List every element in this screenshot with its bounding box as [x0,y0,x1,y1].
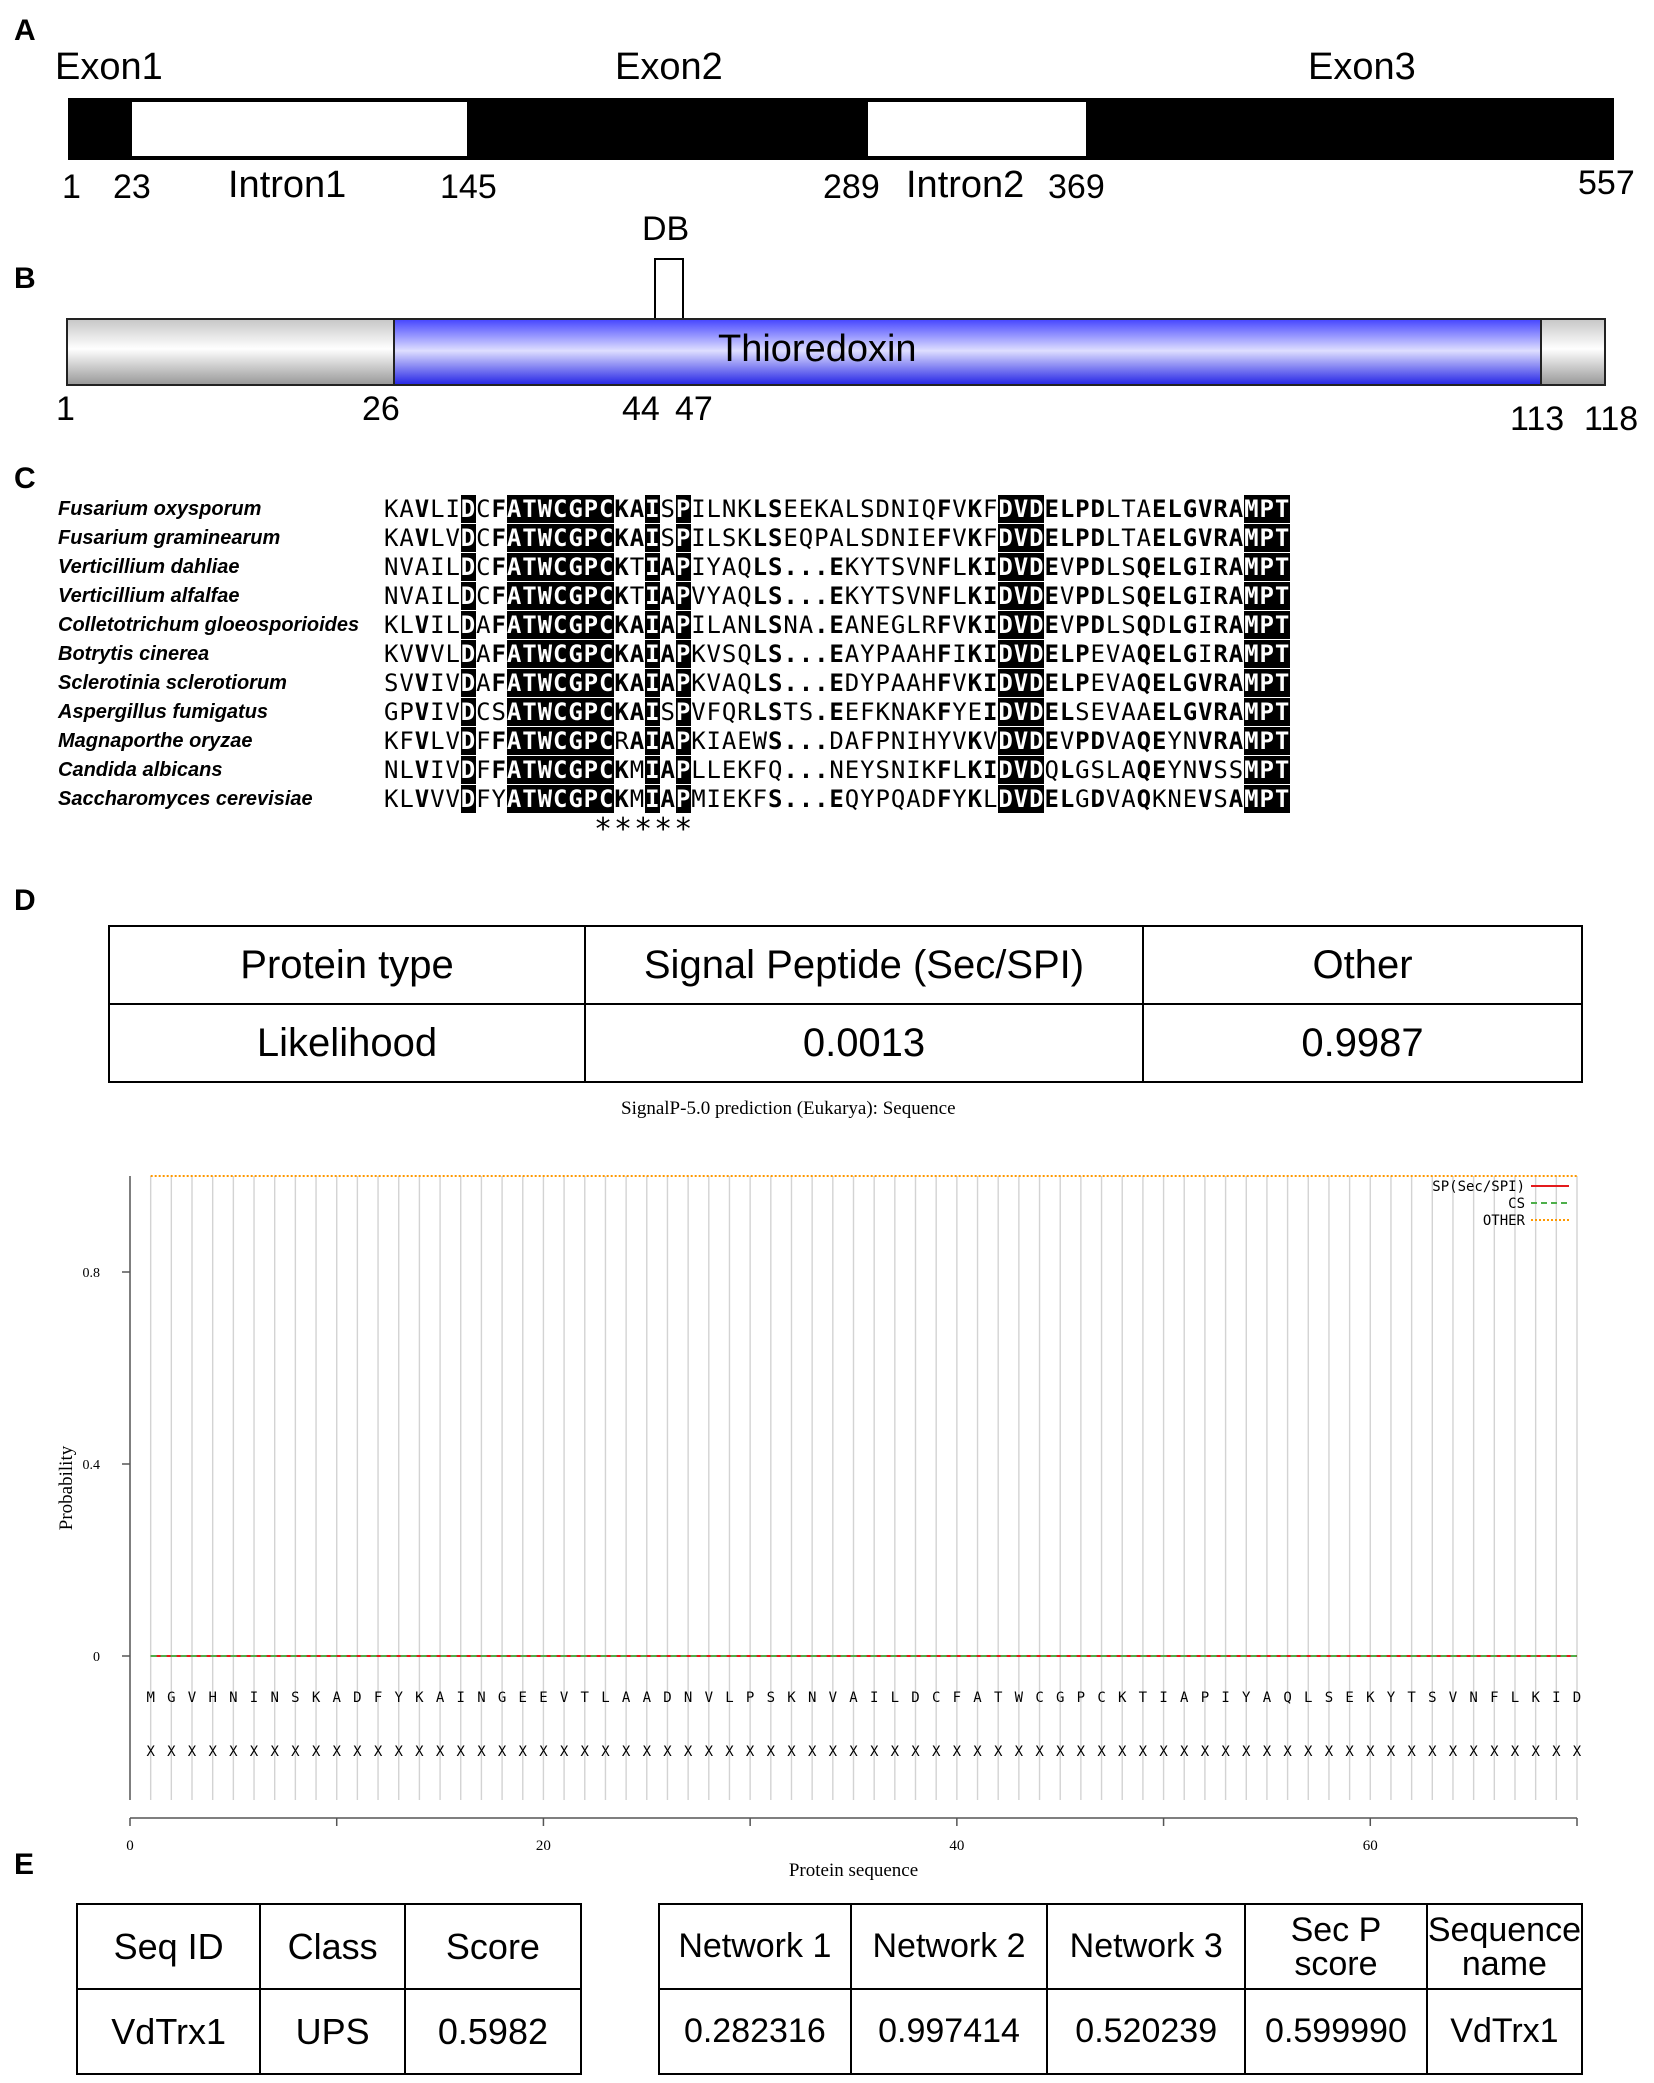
header-score: Score [405,1904,581,1989]
value-secp-score: 0.599990 [1245,1989,1427,2074]
header-class: Class [260,1904,405,1989]
sequence-residue: C [931,1690,941,1706]
sequence-residue: A [435,1690,445,1706]
cleavage-mark: X [1097,1744,1106,1760]
sequence-residue: S [1324,1690,1334,1706]
sequence-residue: L [1304,1690,1313,1706]
cleavage-mark: X [435,1744,445,1760]
legend-label: SP(Sec/SPI) [1432,1179,1525,1195]
cleavage-mark: X [1552,1744,1561,1760]
sequence-residue: I [249,1690,259,1706]
alignment-species-name: Candida albicans [58,759,223,781]
sequence-residue: N [270,1690,279,1706]
intron2-label: Intron2 [906,164,1025,206]
gene-pos-145: 145 [440,168,497,206]
alignment-species-name: Aspergillus fumigatus [58,701,269,723]
thioredoxin-domain [393,318,1543,386]
cleavage-mark: X [849,1744,858,1760]
cleavage-mark: X [1428,1744,1437,1760]
cleavage-mark: X [766,1744,776,1760]
header-network-1: Network 1 [659,1904,851,1989]
prot-pos-47: 47 [675,390,713,428]
sequence-residue: K [311,1690,321,1706]
y-tick-label: 0.4 [82,1458,100,1473]
exon1-label: Exon1 [55,46,163,88]
cleavage-mark: X [725,1744,734,1760]
y-tick-label: 0.8 [82,1266,100,1281]
sequence-residue: V [1448,1690,1458,1706]
cleavage-mark: X [270,1744,279,1760]
sequence-residue: C [1097,1690,1106,1706]
intron1-label: Intron1 [228,164,347,206]
secretomep-network-table [658,1903,1583,2075]
sequence-residue: H [208,1690,217,1706]
panel-label-d: D [14,884,36,917]
sequence-residue: S [766,1690,776,1706]
cleavage-mark: X [704,1744,714,1760]
panel-label-e: E [14,1848,35,1881]
x-tick-label: 20 [535,1838,551,1854]
cleavage-mark: X [394,1744,403,1760]
sequence-residue: V [828,1690,838,1706]
cleavage-mark: X [1531,1744,1540,1760]
value-other: 0.9987 [1143,1004,1582,1082]
disulfide-bond-box [654,258,684,322]
cleavage-mark: X [1304,1744,1313,1760]
alignment-sequence: KLVILDAFATWCGPCKAIAPILANLSNA.EANEGLRFVKIDVDEVPDLSQDLGIRAMPT [384,611,1291,639]
cleavage-mark: X [828,1744,838,1760]
alignment-species-name: Fusarium oxysporum [58,498,262,520]
sequence-residue: S [291,1690,300,1706]
cleavage-mark: X [1262,1744,1272,1760]
cleavage-mark: X [353,1744,362,1760]
sequence-residue: K [1366,1690,1375,1706]
cleavage-mark: X [539,1744,548,1760]
cleavage-mark: X [1510,1744,1520,1760]
cleavage-mark: X [1407,1744,1416,1760]
plot-title: SignalP-5.0 prediction (Eukarya): Sequence [621,1098,956,1119]
sequence-residue: M [146,1690,155,1706]
value-score: 0.5982 [405,1989,581,2074]
value-signal-peptide: 0.0013 [585,1004,1143,1082]
alignment-sequence: KAVLVDCFATWCGPCKAISPILSKLSEQPALSDNIEFVKFDVDELPDLTAELGVRAMPT [384,524,1291,552]
panel-label-a: A [14,14,36,47]
cleavage-mark: X [477,1744,486,1760]
prot-pos-113: 113 [1510,400,1565,438]
x-tick-label: 40 [949,1838,965,1854]
sequence-residue: I [1221,1690,1230,1706]
alignment-sequence: NVAILDCFATWCGPCKTIAPIYAQLS...EKYTSVNFLKIDVDEVPDLSQELGIRAMPT [384,553,1291,581]
panel-label-c: C [14,462,36,495]
sequence-residue: V [559,1690,569,1706]
sequence-residue: D [911,1690,920,1706]
cleavage-mark: X [1055,1744,1065,1760]
cleavage-mark: X [993,1744,1003,1760]
sequence-residue: L [725,1690,734,1706]
cleavage-mark: X [1366,1744,1375,1760]
alignment-species-name: Saccharomyces cerevisiae [58,788,313,810]
cleavage-mark: X [1490,1744,1499,1760]
legend-label: OTHER [1482,1213,1525,1229]
cleavage-mark: X [931,1744,941,1760]
disulfide-bond-label: DB [642,210,690,248]
cleavage-mark: X [311,1744,321,1760]
cleavage-mark: X [807,1744,817,1760]
sequence-residue: N [477,1690,486,1706]
cleavage-mark: X [787,1744,796,1760]
sequence-residue: A [621,1690,631,1706]
sequence-residue: W [1014,1690,1024,1706]
header-signal-peptide: Signal Peptide (Sec/SPI) [585,926,1143,1004]
cleavage-mark: X [869,1744,879,1760]
header-protein-type: Protein type [109,926,585,1004]
intron2-box [868,102,1086,156]
cleavage-mark: X [642,1744,652,1760]
gene-pos-289: 289 [823,168,880,206]
cleavage-mark: X [1324,1744,1334,1760]
cleavage-mark: X [497,1744,507,1760]
alignment-sequence: KFVLVDFFATWCGPCRAIAPKIAEWS...DAFPNIHYVKVDVDEVPDVAQEYNVRAMPT [384,727,1291,755]
sequence-residue: F [373,1690,383,1706]
x-axis-label: Protein sequence [788,1860,919,1881]
sequence-residue: N [683,1690,693,1706]
value-seq-id: VdTrx1 [77,1989,260,2074]
prot-pos-26: 26 [362,390,400,428]
cleavage-mark: X [559,1744,569,1760]
sequence-residue: C [1035,1690,1044,1706]
cleavage-mark: X [1221,1744,1230,1760]
value-network-2: 0.997414 [851,1989,1048,2074]
sequence-residue: G [497,1690,507,1706]
sequence-residue: T [1138,1690,1148,1706]
sequence-residue: P [1076,1690,1086,1706]
signalp-plot [0,1140,1654,1881]
cleavage-mark: X [415,1744,424,1760]
alignment-species-name: Sclerotinia sclerotiorum [58,672,287,694]
cleavage-mark: X [621,1744,631,1760]
sequence-residue: I [456,1690,465,1706]
cleavage-mark: X [890,1744,900,1760]
header-secp-score: Sec P score [1245,1904,1427,1989]
sequence-residue: F [952,1690,962,1706]
protein-nterm-region [66,318,396,386]
sequence-residue: A [332,1690,341,1706]
cleavage-mark: X [1118,1744,1127,1760]
cleavage-mark: X [187,1744,197,1760]
alignment-sequence: NVAILDCFATWCGPCKTIAPVYAQLS...EKYTSVNFLKIDVDEVPDLSQELGIRAMPT [384,582,1291,610]
sequence-residue: N [1469,1690,1478,1706]
cleavage-mark: X [518,1744,527,1760]
cleavage-mark: X [1180,1744,1189,1760]
intron1-box [132,102,467,156]
prot-pos-118: 118 [1584,400,1639,438]
value-class: UPS [260,1989,405,2074]
sequence-residue: T [993,1690,1003,1706]
cleavage-mark: X [1448,1744,1458,1760]
alignment-species-name: Verticillium dahliae [58,556,240,578]
sequence-residue: E [539,1690,548,1706]
gene-pos-369: 369 [1048,168,1105,206]
alignment-sequence: KAVLIDCFATWCGPCKAISPILNKLSEEKALSDNIQFVKFDVDELPDLTAELGVRAMPT [384,495,1291,523]
secretome-table [76,1903,582,2075]
sequence-residue: A [1262,1690,1272,1706]
cleavage-mark: X [456,1744,465,1760]
sequence-residue: E [1345,1690,1354,1706]
sequence-residue: D [1572,1690,1582,1706]
sequence-residue: A [973,1690,982,1706]
alignment-sequence: KLVVVDFYATWCGPCKMIAPMIEKFS...EQYPQADFYKLDVDELGDVAQKNEVSAMPT [384,785,1291,813]
cleavage-mark: X [373,1744,383,1760]
alignment-sequence: SVVIVDAFATWCGPCKAIAPKVAQLS...EDYPAAHFVKIDVDELPEVAQELGVRAMPT [384,669,1291,697]
cleavage-mark: X [167,1744,176,1760]
alignment-species-name: Colletotrichum gloeosporioides [58,614,360,636]
sequence-residue: I [1159,1690,1168,1706]
prot-pos-1: 1 [56,390,75,428]
cleavage-mark: X [1469,1744,1478,1760]
gene-pos-557: 557 [1578,164,1635,202]
sequence-residue: L [601,1690,610,1706]
sequence-residue: N [807,1690,817,1706]
alignment-sequence: GPVIVDCSATWCGPCKAISPVFQRLSTS.EEFKNAKFYEIDVDELSEVAAELGVRAMPT [384,698,1291,726]
sequence-residue: Y [1242,1690,1251,1706]
cleavage-mark: X [1159,1744,1168,1760]
cleavage-mark: X [208,1744,217,1760]
cleavage-mark: X [291,1744,300,1760]
sequence-residue: A [849,1690,858,1706]
alignment-species-name: Fusarium graminearum [58,527,281,549]
x-tick-label: 60 [1362,1838,1378,1854]
sequence-residue: P [1200,1690,1210,1706]
sequence-residue: K [787,1690,796,1706]
header-network-2: Network 2 [851,1904,1048,1989]
sequence-residue: I [869,1690,879,1706]
cleavage-mark: X [1138,1744,1148,1760]
cleavage-mark: X [973,1744,982,1760]
sequence-residue: K [415,1690,424,1706]
sequence-residue: E [518,1690,527,1706]
exon2-label: Exon2 [615,46,723,88]
sequence-residue: V [704,1690,714,1706]
sequence-residue: K [1118,1690,1127,1706]
cleavage-mark: X [952,1744,962,1760]
header-sequence-name: Sequence name [1427,1904,1582,1989]
alignment-sequence: KVVVLDAFATWCGPCKAIAPKVSQLS...EAYPAAHFIKIDVDELPEVAQELGIRAMPT [384,640,1291,668]
exon3-label: Exon3 [1308,46,1416,88]
sequence-residue: T [1407,1690,1416,1706]
sequence-residue: Q [1283,1690,1292,1706]
sequence-residue: S [1428,1690,1437,1706]
value-network-1: 0.282316 [659,1989,851,2074]
sequence-residue: D [353,1690,362,1706]
cleavage-mark: X [1572,1744,1582,1760]
cleavage-mark: X [1283,1744,1292,1760]
legend-label: CS [1508,1196,1525,1212]
y-axis-label: Probability [56,1445,77,1531]
header-other: Other [1143,926,1582,1004]
cleavage-mark: X [146,1744,155,1760]
sequence-residue: P [745,1690,755,1706]
cleavage-mark: X [1035,1744,1044,1760]
sequence-residue: G [167,1690,176,1706]
sequence-residue: N [229,1690,238,1706]
sequence-residue: A [642,1690,652,1706]
sequence-residue: L [1510,1690,1520,1706]
sequence-residue: Y [394,1690,403,1706]
thioredoxin-label: Thioredoxin [718,328,917,370]
row-label-likelihood: Likelihood [109,1004,585,1082]
alignment-species-name: Botrytis cinerea [58,643,210,665]
sequence-residue: D [663,1690,672,1706]
sequence-residue: G [1055,1690,1065,1706]
cleavage-mark: X [911,1744,920,1760]
header-seq-id: Seq ID [77,1904,260,1989]
gene-pos-1: 1 [62,168,81,206]
signalp-likelihood-table [108,925,1583,1083]
cleavage-mark: X [1076,1744,1086,1760]
value-network-3: 0.520239 [1047,1989,1245,2074]
conserved-motif-marker: ***** [594,812,695,847]
protein-cterm-region [1540,318,1606,386]
sequence-residue: I [1552,1690,1561,1706]
cleavage-mark: X [601,1744,610,1760]
prot-pos-44: 44 [622,390,660,428]
header-network-3: Network 3 [1047,1904,1245,1989]
cleavage-mark: X [745,1744,755,1760]
alignment-species-name: Magnaporthe oryzae [58,730,253,752]
cleavage-mark: X [580,1744,589,1760]
cleavage-mark: X [1200,1744,1210,1760]
cleavage-mark: X [1014,1744,1024,1760]
y-tick-label: 0 [93,1650,100,1665]
panel-label-b: B [14,262,36,295]
sequence-residue: F [1490,1690,1499,1706]
sequence-residue: Y [1386,1690,1396,1706]
cleavage-mark: X [1345,1744,1354,1760]
cleavage-mark: X [229,1744,238,1760]
cleavage-mark: X [663,1744,672,1760]
cleavage-mark: X [1242,1744,1251,1760]
cleavage-mark: X [249,1744,259,1760]
sequence-residue: K [1531,1690,1540,1706]
sequence-residue: L [890,1690,900,1706]
x-tick-label: 0 [126,1838,134,1854]
alignment-sequence: NLVIVDFFATWCGPCKMIAPLLEKFQ...NEYSNIKFLKIDVDQLGSLAQEYNVSSMPT [384,756,1291,784]
alignment-species-name: Verticillium alfalfae [58,585,240,607]
value-sequence-name: VdTrx1 [1427,1989,1582,2074]
sequence-residue: V [187,1690,197,1706]
cleavage-mark: X [332,1744,341,1760]
cleavage-mark: X [1386,1744,1396,1760]
sequence-residue: T [580,1690,589,1706]
gene-pos-23: 23 [113,168,151,206]
cleavage-mark: X [683,1744,693,1760]
sequence-residue: A [1180,1690,1189,1706]
